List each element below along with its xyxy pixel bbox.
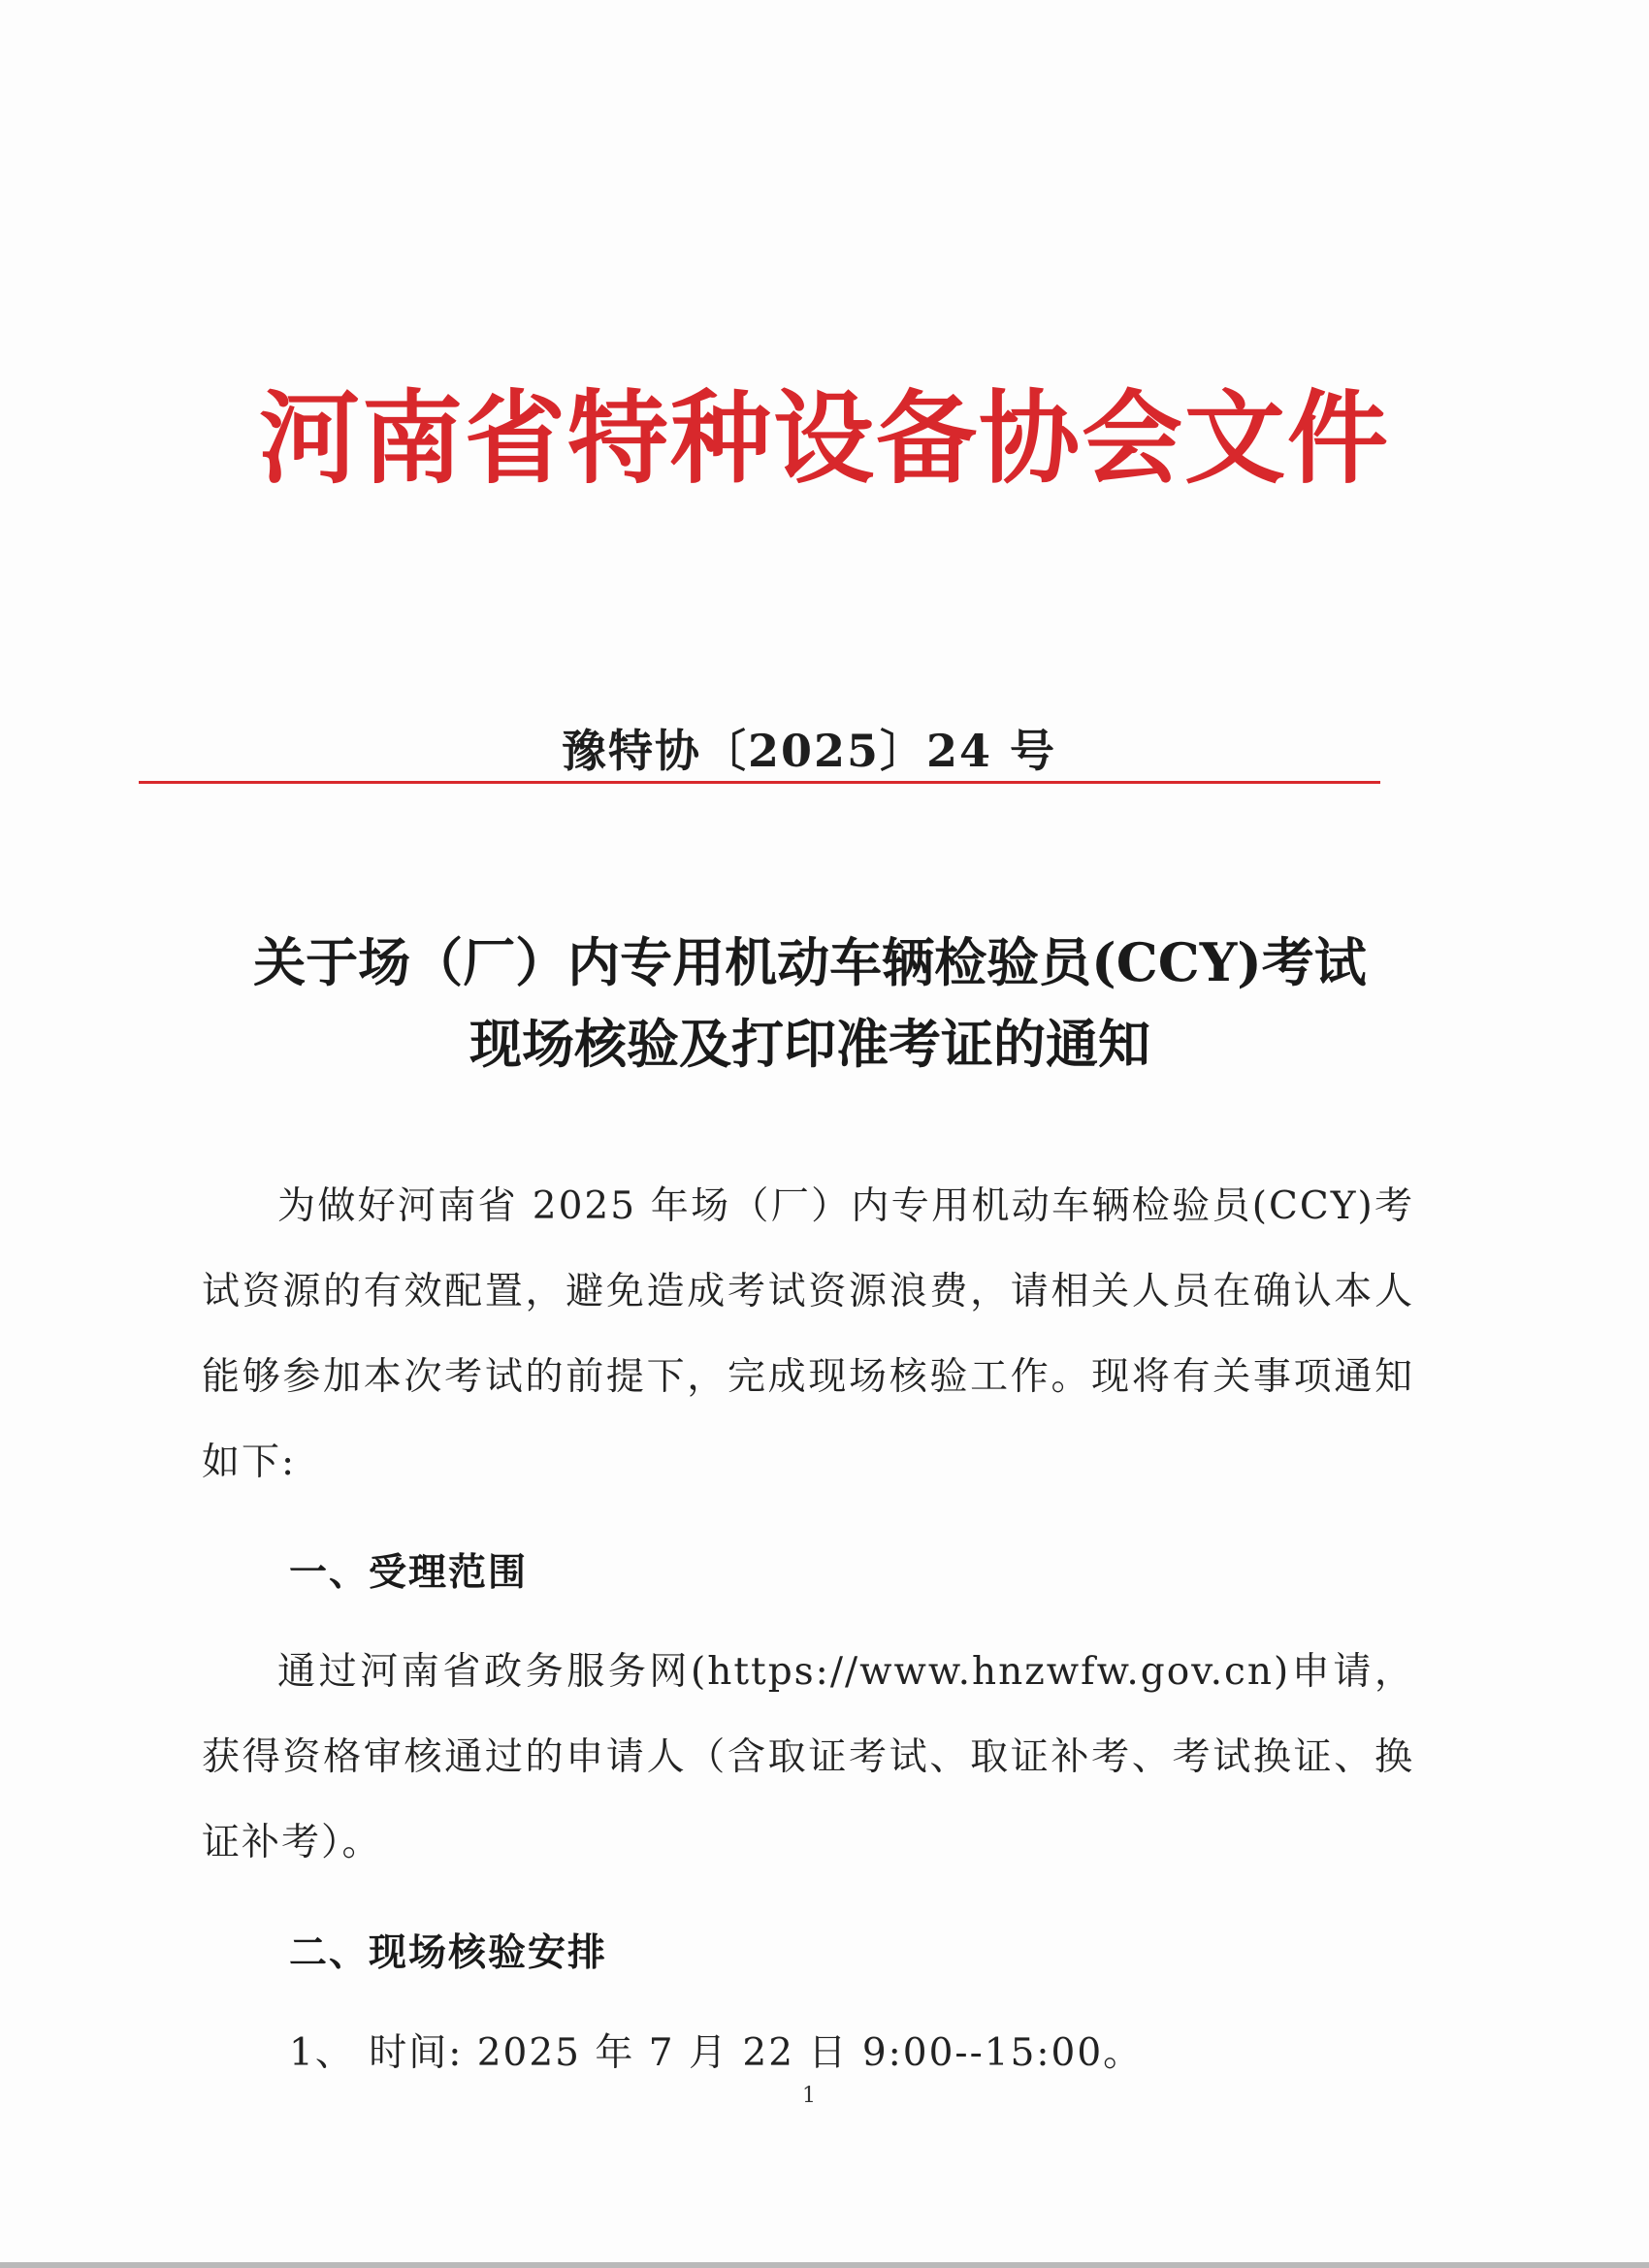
document-number: 豫特协〔2025〕24 号	[561, 725, 1057, 777]
section-2-heading: 二、现场核验安排	[289, 1931, 608, 1975]
section-1-paragraph-block	[202, 1630, 1414, 1886]
red-divider-line	[139, 781, 1380, 784]
intro-paragraph: 为做好河南省 2025 年场（厂）内专用机动车辆检验员(CCY)考试资源的有效配置，避免造成考试资源浪费，请相关人员在确认本人能够参加本次考试的前提下，完成现场核验工作。现将有关事项通知如下:	[202, 1184, 1414, 1484]
page-number: 1	[802, 2084, 816, 2108]
scan-border	[0, 2262, 1649, 2268]
notice-title	[155, 922, 1465, 1085]
schedule-item-1: 1、 时间: 2025 年 7 月 22 日 9:00--15:00。	[289, 2031, 1144, 2075]
intro-paragraph-block	[202, 1164, 1414, 1506]
section-1-paragraph: 通过河南省政务服务网(https://www.hnzwfw.gov.cn)申请，获得资格审核通过的申请人（含取证考试、取证补考、考试换证、换证补考）。	[202, 1650, 1414, 1864]
section-1-heading: 一、受理范围	[289, 1551, 529, 1595]
notice-title-line-2: 现场核验及打印准考证的通知	[469, 1013, 1150, 1075]
notice-title-line-1: 关于场（厂）内专用机动车辆检验员(CCY)考试	[253, 931, 1367, 993]
organization-title: 河南省特种设备协会文件	[258, 379, 1390, 498]
